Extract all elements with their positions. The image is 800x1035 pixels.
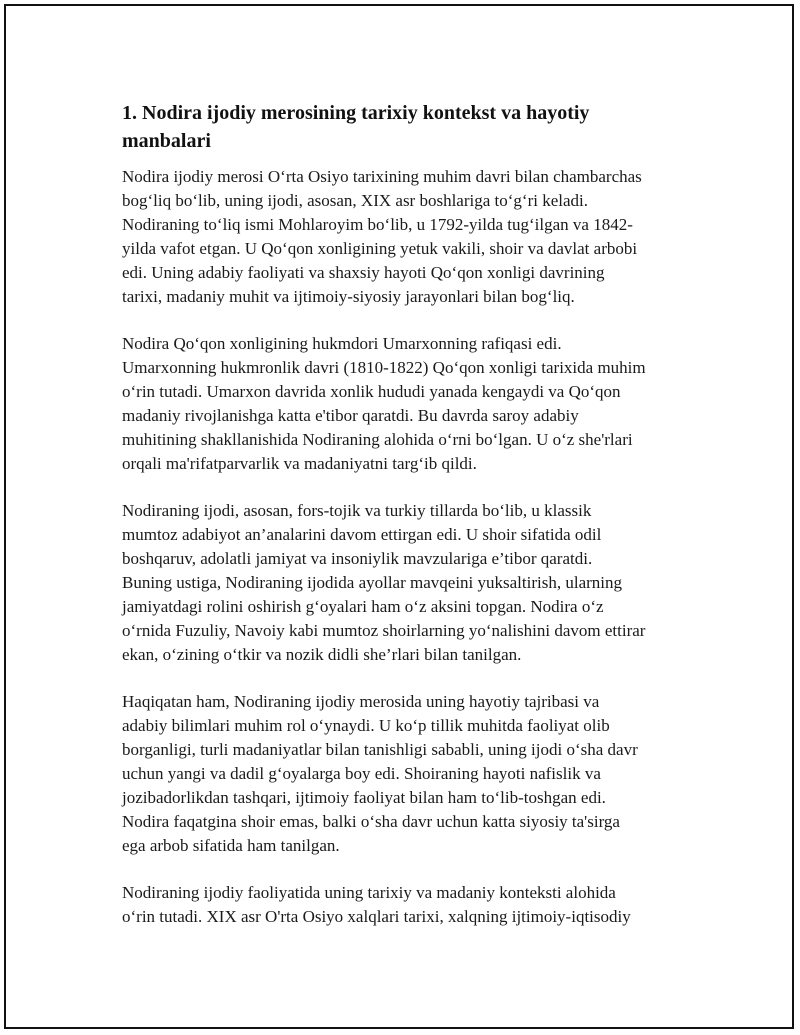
section-heading [122, 99, 694, 155]
text-line: uchun yangi va dadil g‘oyalarga boy edi. Shoiraning hayoti nafislik va [122, 764, 601, 783]
text-line: boshqaruv, adolatli jamiyat va insoniylik mavzulariga e’tibor qaratdi. [122, 549, 593, 568]
text-line: ekan, o‘zining o‘tkir va nozik didli she’rlari bilan tanilgan. [122, 645, 522, 664]
paragraph-2 [122, 332, 694, 476]
text-line: Nodiraning ijodi, asosan, fors-tojik va turkiy tillarda bo‘lib, u klassik [122, 501, 592, 520]
text-line: Buning ustiga, Nodiraning ijodida ayollar mavqeini yuksaltirish, ularning [122, 573, 623, 592]
document-body [122, 99, 694, 952]
text-line: orqali ma'rifatparvarlik va madaniyatni targ‘ib qildi. [122, 454, 477, 473]
text-line: jozibadorlikdan tashqari, ijtimoiy faoliyat bilan ham to‘lib-toshgan edi. [122, 788, 606, 807]
text-line: mumtoz adabiyot an’analarini davom ettirgan edi. U shoir sifatida odil [122, 525, 602, 544]
heading-line: 1. Nodira ijodiy merosining tarixiy kontekst va hayotiy [122, 102, 590, 124]
text-line: Nodira ijodiy merosi O‘rta Osiyo tarixining muhim davri bilan chambarchas [122, 167, 642, 186]
text-line: o‘rin tutadi. XIX asr O'rta Osiyo xalqlari tarixi, xalqning ijtimoiy-iqtisodiy [122, 907, 631, 926]
paragraph-4 [122, 690, 694, 858]
paragraph-5 [122, 881, 694, 929]
heading-line: manbalari [122, 130, 211, 152]
text-line: Umarxonning hukmronlik davri (1810-1822) Qo‘qon xonligi tarixida muhim [122, 358, 646, 377]
text-line: Nodira faqatgina shoir emas, balki o‘sha davr uchun katta siyosiy ta'sirga [122, 812, 620, 831]
text-line: tarixi, madaniy muhit va ijtimoiy-siyosiy jarayonlari bilan bog‘liq. [122, 287, 575, 306]
text-line: borganligi, turli madaniyatlar bilan tanishligi sababli, uning ijodi o‘sha davr [122, 740, 638, 759]
page-frame [4, 4, 794, 1029]
text-line: yilda vafot etgan. U Qo‘qon xonligining yetuk vakili, shoir va davlat arbobi [122, 239, 638, 258]
text-line: Nodira Qo‘qon xonligining hukmdori Umarxonning rafiqasi edi. [122, 334, 562, 353]
text-line: muhitining shakllanishida Nodiraning alohida o‘rni bo‘lgan. U o‘z she'rlari [122, 430, 633, 449]
text-line: bog‘liq bo‘lib, uning ijodi, asosan, XIX asr boshlariga to‘g‘ri keladi. [122, 191, 588, 210]
text-line: edi. Uning adabiy faoliyati va shaxsiy hayoti Qo‘qon xonligi davrining [122, 263, 605, 282]
text-line: Haqiqatan ham, Nodiraning ijodiy merosida uning hayotiy tajribasi va [122, 692, 600, 711]
paragraph-1 [122, 165, 694, 309]
text-line: Nodiraning to‘liq ismi Mohlaroyim bo‘lib, u 1792-yilda tug‘ilgan va 1842- [122, 215, 633, 234]
text-line: ega arbob sifatida ham tanilgan. [122, 836, 340, 855]
text-line: o‘rin tutadi. Umarxon davrida xonlik hududi yanada kengaydi va Qo‘qon [122, 382, 621, 401]
text-line: Nodiraning ijodiy faoliyatida uning tarixiy va madaniy konteksti alohida [122, 883, 616, 902]
text-line: o‘rnida Fuzuliy, Navoiy kabi mumtoz shoirlarning yo‘nalishini davom ettirar [122, 621, 646, 640]
text-line: jamiyatdagi rolini oshirish g‘oyalari ham o‘z aksini topgan. Nodira o‘z [122, 597, 604, 616]
text-line: madaniy rivojlanishga katta e'tibor qaratdi. Bu davrda saroy adabiy [122, 406, 579, 425]
text-line: adabiy bilimlari muhim rol o‘ynaydi. U ko‘p tillik muhitda faoliyat olib [122, 716, 610, 735]
paragraph-3 [122, 499, 694, 667]
